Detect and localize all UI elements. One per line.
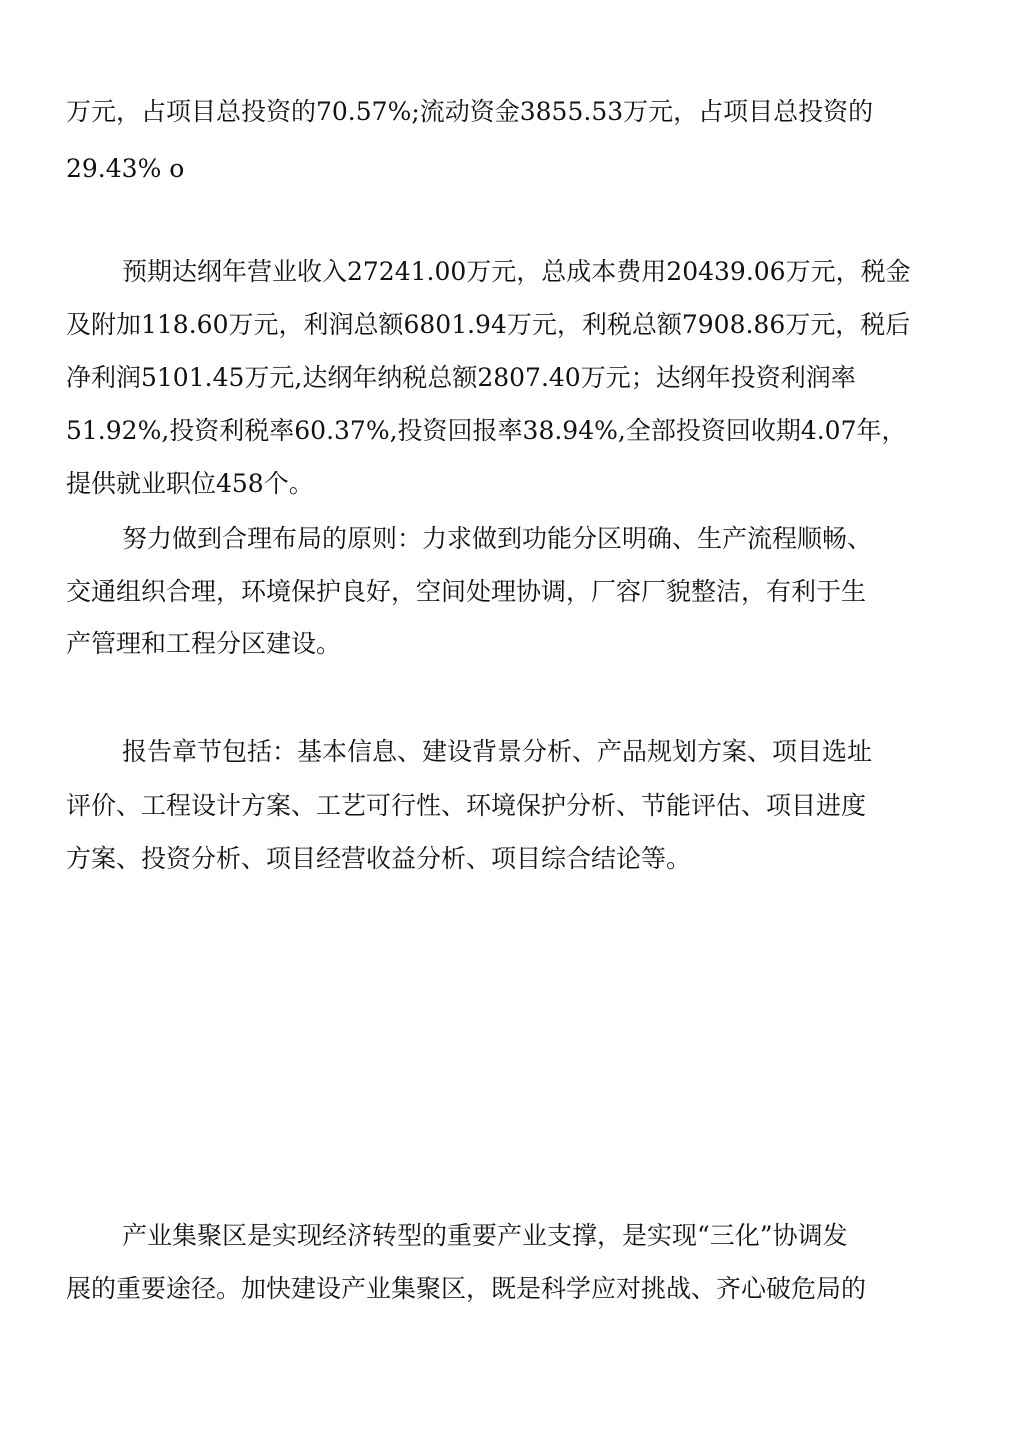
paragraph-3-line-1: 努力做到合理布局的原则：力求做到功能分区明确、生产流程顺畅、	[122, 524, 873, 553]
paragraph-5-line-2: 展的重要途径。加快建设产业集聚区，既是科学应对挑战、齐心破危局的	[66, 1274, 867, 1303]
paragraph-3-line-3: 产管理和工程分区建设。	[66, 629, 342, 658]
paragraph-2-line-1: 预期达纲年营业收入27241.00万元，总成本费用20439.06万元，税金	[122, 257, 911, 286]
paragraph-1-line-1: 万元，占项目总投资的70.57%;流动资金3855.53万元，占项目总投资的	[66, 97, 874, 126]
paragraph-3-line-2: 交通组织合理，环境保护良好，空间处理协调，厂容厂貌整洁，有利于生	[66, 577, 867, 606]
paragraph-2-line-4: 51.92%,投资利税率60.37%,投资回报率38.94%,全部投资回收期4.07年，	[66, 416, 907, 445]
paragraph-4-line-2: 评价、工程设计方案、工艺可行性、环境保护分析、节能评估、项目进度	[66, 791, 867, 820]
paragraph-4-line-3: 方案、投资分析、项目经营收益分析、项目综合结论等。	[66, 844, 692, 873]
paragraph-2-line-3: 净利润5101.45万元,达纲年纳税总额2807.40万元；达纲年投资利润率	[66, 363, 856, 392]
paragraph-4-line-1: 报告章节包括：基本信息、建设背景分析、产品规划方案、项目选址	[122, 737, 873, 766]
paragraph-5-line-1: 产业集聚区是实现经济转型的重要产业支撑，是实现“三化”协调发	[122, 1221, 848, 1250]
paragraph-2-line-5: 提供就业职位458个。	[66, 469, 314, 498]
paragraph-1-line-2: 29.43% o	[66, 154, 185, 183]
paragraph-2-line-2: 及附加118.60万元，利润总额6801.94万元，利税总额7908.86万元，税后	[66, 310, 911, 339]
